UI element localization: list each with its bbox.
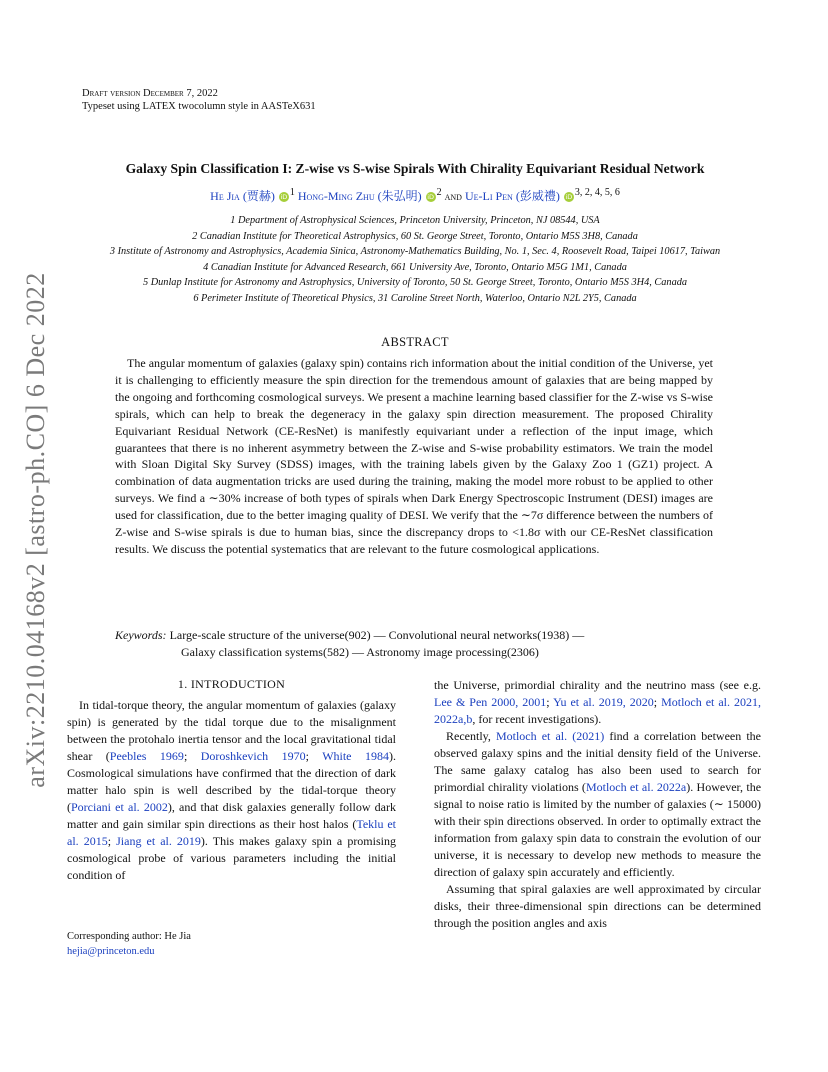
corresponding-author-footnote (67, 929, 396, 959)
body-paragraph (434, 677, 761, 728)
right-column (434, 677, 761, 932)
arxiv-sidebar-stamp (12, 250, 60, 810)
affiliation: 5 Dunlap Institute for Astronomy and Astrophysics, University of Toronto, 50 St. George Street, Toronto, Ontario M5S 3H4, Canada (142, 277, 688, 288)
text-run: ; (546, 695, 554, 709)
text-run: ; (653, 695, 662, 709)
citation-link[interactable]: Yu et al. 2019, 2020 (553, 695, 654, 709)
keywords (115, 627, 713, 661)
author-list (70, 187, 760, 204)
orcid-icon[interactable]: iD (427, 193, 435, 202)
citation-link[interactable]: Jiang et al. 2019 (116, 834, 201, 848)
keywords-line: Large-scale structure of the universe(902) — Convolutional neural networks(1938) — (169, 628, 585, 642)
left-column (67, 676, 396, 884)
author-affil-sup: 3, 2, 4, 5, 6 (574, 187, 620, 198)
abstract-heading: ABSTRACT (381, 335, 449, 349)
orcid-icon[interactable]: iD (565, 193, 573, 202)
keywords-label: Keywords: (115, 628, 167, 642)
affiliation: 2 Canadian Institute for Theoretical Astrophysics, 60 St. George Street, Toronto, Ontario M5S 3H8, Canada (192, 230, 638, 242)
citation-link[interactable]: Motloch et al. (2021) (495, 729, 605, 743)
citation-link[interactable]: Porciani et al. 2002 (71, 800, 168, 814)
body-paragraph (434, 728, 761, 881)
body-paragraph: Assuming that spiral galaxies are well approximated by circular disks, their three-dimensional spin directions can be determined through the position angles and axis (434, 882, 761, 930)
text-run: ). This makes galaxy spin a promising cosmological probe of various parameters including the initial condition of (67, 834, 396, 882)
affiliation: 3 Institute of Astronomy and Astrophysics, Academia Sinica, Astronomy-Mathematics Building, No. 1, Sec. 4, Roosevelt Road, Taipei 10617, Taiwan (109, 246, 721, 257)
keywords-line: Galaxy classification systems(582) — Astronomy image processing(2306) (181, 645, 539, 659)
text-run: ), and that disk galaxies generally follow dark matter and gain similar spin directions as their host halos ( (67, 800, 397, 831)
author-name[interactable]: Hong-Ming Zhu (朱弘明) (297, 189, 422, 203)
section-heading: 1. INTRODUCTION (177, 677, 286, 691)
author-name[interactable]: Ue-Li Pen (彭威禮) (464, 189, 560, 203)
text-run: the Universe, primordial chirality and the neutrino mass (see e.g. (434, 678, 761, 692)
author-email-link[interactable]: hejia@princeton.edu (67, 946, 155, 957)
orcid-icon[interactable]: iD (280, 193, 288, 202)
text-run: , for recent investigations). (472, 712, 602, 726)
citation-link[interactable]: Lee & Pen 2000, 2001 (434, 695, 547, 709)
citation-link[interactable]: White 1984 (322, 749, 389, 763)
citation-link[interactable]: Motloch et al. 2021, 2022a,b (434, 695, 761, 726)
typeset-note: Typeset using LATEX twocolumn style in AASTeX631 (82, 101, 316, 112)
affiliation: 6 Perimeter Institute of Theoretical Physics, 31 Caroline Street North, Waterloo, Ontario N2L 2Y5, Canada (193, 292, 637, 304)
author-affil-sup: 1 (289, 187, 295, 198)
paper-title: Galaxy Spin Classification I: Z-wise vs S-wise Spirals With Chirality Equivariant Residual Network (125, 161, 705, 176)
affiliation: 1 Department of Astrophysical Sciences, Princeton University, Princeton, NJ 08544, USA (230, 215, 600, 226)
abstract-text: The angular momentum of galaxies (galaxy spin) contains rich information about the initial condition of the Universe, yet it is challenging to efficiently measure the spin direction for the tremendous amount of galaxies that are being mapped by the ongoing and forthcoming cosmological surveys. We present a machine learning based classifier for the Z-wise vs S-wise spirals, which can help to break the degeneracy in the galaxy spin direction measurement. The proposed Chirality Equivariant Residual Network (CE-ResNet) is manifestly equivariant under a reflection of the input image, which guarantees that there is no inherent asymmetry between the Z-wise and S-wise probability estimators. We train the model with Sloan Digital Sky Survey (SDSS) images, with the training labels given by the Galaxy Zoo 1 (GZ1) project. A combination of data augmentation tricks are used during the training, making the model more robust to be applied to other surveys. We find a ∼30% increase of both types of spirals when Dark Energy Spectroscopic Instrument (DESI) images are used for classification, due to the better imaging quality of DESI. We verify that the ∼7σ difference between the numbers of Z-wise and S-wise spirals is due to human bias, since the discrepancy drops to <1.8σ with our CE-ResNet classification results. We discuss the potential systematics that are relevant to the future cosmological applications. (115, 356, 713, 556)
citation-link[interactable]: Peebles 1969 (109, 749, 184, 763)
affiliation: 4 Canadian Institute for Advanced Research, 661 University Ave, Toronto, Ontario M5G 1M1, Canada (203, 261, 627, 273)
author-affil-sup: 2 (436, 187, 442, 198)
text-run: find a correlation between the observed galaxy spins and the initial density field of the Universe. The same galaxy catalog has also been used to search for primordial chirality violations ( (434, 729, 761, 794)
citation-link[interactable]: Motloch et al. 2022a (585, 780, 687, 794)
draft-version: Draft version December 7, 2022 (82, 88, 218, 99)
author-name[interactable]: He Jia (贾赫) (210, 189, 275, 203)
arxiv-id: arXiv:2210.04168v2 [astro-ph.CO] 6 Dec 2022 (21, 272, 50, 788)
text-run: ; (305, 749, 323, 763)
affiliations (70, 213, 760, 306)
text-run: ; (183, 749, 201, 763)
citation-link[interactable]: Doroshkevich 1970 (200, 749, 306, 763)
corresponding-author: Corresponding author: He Jia (67, 931, 191, 942)
text-run: ; (107, 834, 117, 848)
text-run: ). Cosmological simulations have confirmed that the direction of dark matter halo spin is well described by the tidal-torque theory ( (67, 749, 396, 814)
text-run: ). However, the signal to noise ratio is limited by the number of galaxies (∼ 15000) with their spin directions observed. In order to optimally extract the information from galaxy spin data to constrain the evolution of our universe, it is necessary to develop new methods to measure the direction of galaxy spin accurately and efficiently. (434, 780, 762, 879)
intro-paragraph (67, 697, 396, 884)
citation-link[interactable]: Teklu et al. 2015 (67, 817, 397, 848)
draft-header (82, 87, 316, 113)
text-run: Recently, (446, 729, 496, 743)
author-conjunction: and (444, 189, 462, 203)
text-run: In tidal-torque theory, the angular momentum of galaxies (galaxy spin) is generated by the tidal torque due to the misalignment between the protohalo inertia tensor and the local gravitational tidal shear ( (67, 698, 396, 763)
